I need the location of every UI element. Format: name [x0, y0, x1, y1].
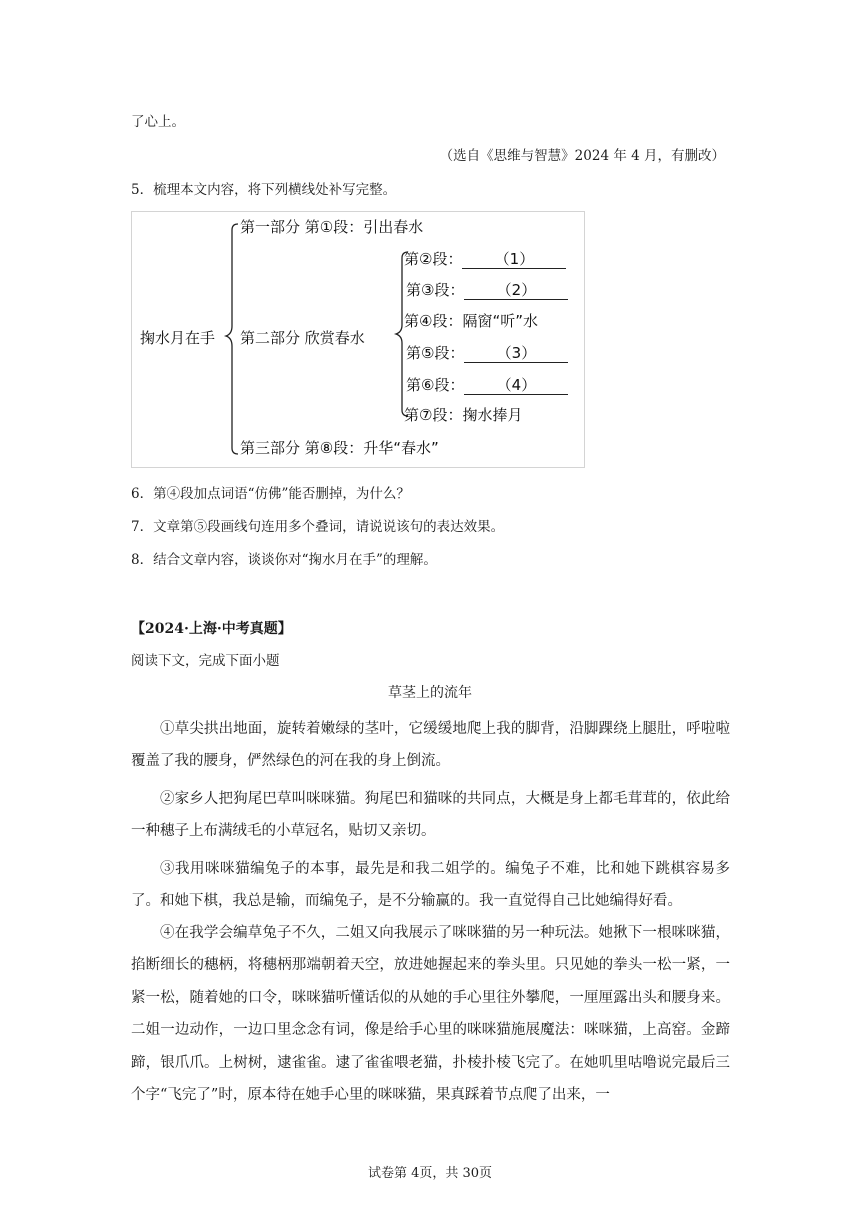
diagram-item: 第⑥段： （4） [406, 375, 568, 395]
diagram-part-2: 第二部分 欣赏春水 [240, 329, 365, 347]
diagram-part-3: 第三部分 第⑧段：升华“春水” [240, 439, 439, 457]
diagram-part-1: 第一部分 第①段：引出春水 [240, 218, 424, 236]
question-5: 5．梳理本文内容，将下列横线处补写完整。 [131, 182, 397, 198]
diagram-item: 第②段： （1） [404, 249, 566, 269]
previous-text-fragment: 了心上。 [131, 114, 185, 130]
question-8: 8．结合文章内容，谈谈你对“掬水月在手”的理解。 [131, 552, 437, 568]
paragraph-2: ②家乡人把狗尾巴草叫咪咪猫。狗尾巴和猫咪的共同点，大概是身上都毛茸茸的，依此给一种穗子上布满绒毛的小草冠名，贴切又亲切。 [131, 791, 730, 840]
section-heading: 【2024·上海·中考真题】 [131, 621, 292, 637]
diagram-item: 第④段：隔窗“听”水 [404, 312, 538, 330]
answer-blank[interactable]: （4） [464, 376, 568, 395]
diagram-item: 第⑤段： （3） [406, 343, 568, 363]
diagram-item: 第③段： （2） [406, 280, 568, 300]
structure-diagram [131, 211, 585, 468]
diagram-item: 第⑦段：掬水捧月 [404, 406, 523, 424]
diagram-root: 掬水月在手 [140, 329, 216, 347]
answer-blank[interactable]: （2） [464, 281, 568, 300]
answer-blank[interactable]: （1） [462, 250, 566, 269]
paragraph-1: ①草尖拱出地面，旋转着嫩绿的茎叶，它缓缓地爬上我的脚背，沿脚踝绕上腿肚，呼啦啦覆盖了我的腰身，俨然绿色的河在我的身上倒流。 [131, 721, 730, 770]
question-6: 6．第④段加点词语“仿佛”能否删掉，为什么？ [131, 486, 410, 502]
paragraph-4: ④在我学会编草兔子不久，二姐又向我展示了咪咪猫的另一种玩法。她揪下一根咪咪猫，掐断细长的穗柄，将穗柄那端朝着天空，放进她握起来的拳头里。只见她的拳头一松一紧，一紧一松，随着她的口令，咪咪猫听懂话似的从她的手心里往外攀爬，一厘厘露出头和腰身来。二姐一边动作，一边口里念念有词，像是给手心里的咪咪猫施展魔法：咪咪猫，上高窑。金蹄蹄，银爪爪。上树树，逮雀雀。逮了雀雀喂老猫，扑棱扑棱飞完了。在她叽里咕噜说完最后三个字“飞完了”时，原本待在她手心里的咪咪猫，果真踩着节点爬了出来，一 [131, 925, 730, 1104]
instruction: 阅读下文，完成下面小题 [131, 653, 280, 669]
article-title: 草茎上的流年 [388, 685, 472, 701]
question-7: 7．文章第⑤段画线句连用多个叠词，请说说该句的表达效果。 [131, 519, 505, 535]
paragraph-3: ③我用咪咪猫编兔子的本事，最先是和我二姐学的。编兔子不难，比和她下跳棋容易多了。和她下棋，我总是输，而编兔子，是不分输赢的。我一直觉得自己比她编得好看。 [131, 861, 730, 910]
page-footer: 试卷第 4页，共 30页 [367, 1166, 493, 1181]
answer-blank[interactable]: （3） [464, 344, 568, 363]
main-brace [226, 224, 238, 454]
source-note: （选自《思维与智慧》2024 年 4 月，有删改） [439, 148, 725, 164]
